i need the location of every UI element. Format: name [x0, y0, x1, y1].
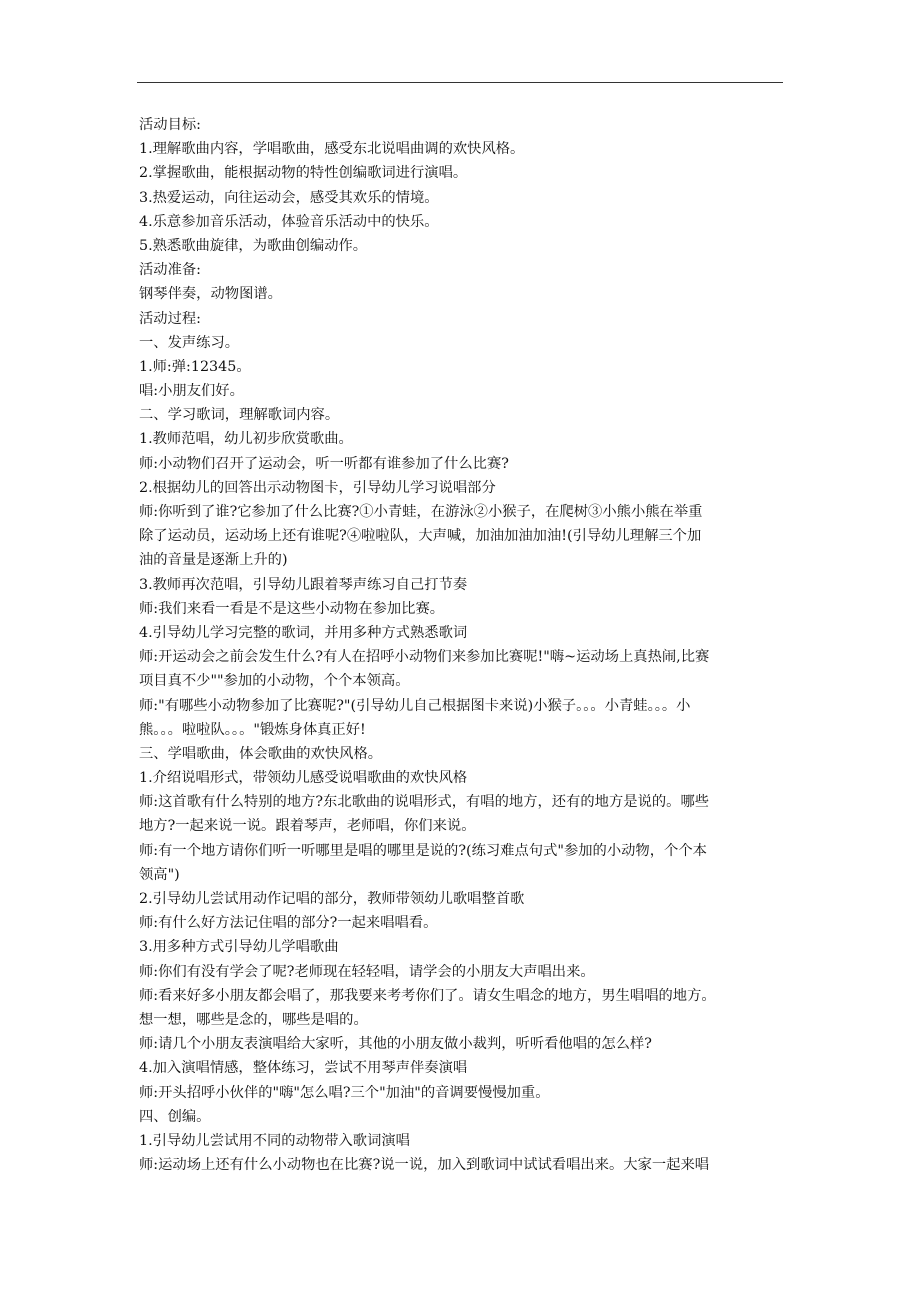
- header-rule: [137, 82, 783, 83]
- text-line: 师:我们来看一看是不是这些小动物在参加比赛。: [139, 600, 445, 617]
- text-line: 4.引导幼儿学习完整的歌词，并用多种方式熟悉歌词: [139, 624, 468, 641]
- text-line: 2.引导幼儿尝试用动作记唱的部分，教师带领幼儿歌唱整首歌: [139, 891, 525, 907]
- text-line: 活动过程:: [139, 310, 202, 327]
- text-line: 师:有一个地方请你们听一听哪里是唱的哪里是说的?(练习难点句式"参加的小动物，个个本: [139, 842, 707, 859]
- text-line: 三、学唱歌曲，体会歌曲的欢快风格。: [139, 745, 383, 762]
- text-line: 师:开头招呼小伙伴的"嗨"怎么唱?三个"加油"的音调要慢慢加重。: [139, 1084, 550, 1101]
- text-line: 4.乐意参加音乐活动，体验音乐活动中的快乐。: [139, 213, 439, 230]
- text-line: 唱:小朋友们好。: [139, 383, 244, 400]
- text-line: 1.理解歌曲内容，学唱歌曲，感受东北说唱曲调的欢快风格。: [139, 141, 525, 158]
- text-line: 师:你们有没有学会了呢?老师现在轻轻唱，请学会的小朋友大声唱出来。: [139, 963, 595, 980]
- text-line: 3.用多种方式引导幼儿学唱歌曲: [139, 939, 339, 956]
- text-line: 3.热爱运动，向往运动会，感受其欢乐的情境。: [139, 189, 439, 206]
- text-line: 一、发声练习。: [139, 334, 240, 351]
- text-line: 油的音量是逐渐上升的): [139, 552, 288, 569]
- text-line: 四、创编。: [139, 1108, 211, 1125]
- text-line: 项目真不少""参加的小动物，个个本领高。: [139, 673, 410, 690]
- text-line: 师:运动场上还有什么小动物也在比赛?说一说，加入到歌词中试试看唱出来。大家一起来唱: [139, 1157, 710, 1174]
- lesson-plan-text: [139, 113, 785, 1177]
- text-line: 1.介绍说唱形式，带领幼儿感受说唱歌曲的欢快风格: [139, 770, 468, 787]
- text-line: 除了运动员，运动场上还有谁呢?④啦啦队，大声喊，加油加油加油!(引导幼儿理解三个加: [139, 528, 702, 545]
- text-line: 师:小动物们召开了运动会，听一听都有谁参加了什么比赛?: [139, 455, 509, 472]
- text-line: 师:你听到了谁?它参加了什么比赛?①小青蛙，在游泳②小猴子，在爬树③小熊小熊在举重: [139, 504, 703, 520]
- text-line: 师:看来好多小朋友都会唱了，那我要来考考你们了。请女生唱念的地方，男生唱唱的地方。: [139, 987, 716, 1004]
- text-line: 二、学习歌词，理解歌词内容。: [139, 407, 340, 424]
- text-line: 师:"有哪些小动物参加了比赛呢?"(引导幼儿自己根据图卡来说)小猴子。。。小青蛙。。。小: [139, 697, 691, 714]
- text-line: 想一想，哪些是念的，哪些是唱的。: [139, 1011, 368, 1028]
- text-line: 4.加入演唱情感，整体练习，尝试不用琴声伴奏演唱: [139, 1060, 468, 1077]
- text-line: 师:请几个小朋友表演唱给大家听，其他的小朋友做小裁判，听听看他唱的怎么样?: [139, 1036, 652, 1053]
- text-line: 领高"): [139, 866, 180, 883]
- text-line: 活动准备:: [139, 262, 202, 279]
- text-line: 地方?一起来说一说。跟着琴声，老师唱，你们来说。: [139, 818, 476, 835]
- text-line: 师:这首歌有什么特别的地方?东北歌曲的说唱形式，有唱的地方，还有的地方是说的。哪些: [139, 794, 710, 811]
- text-line: 熊。。。啦啦队。。。"锻炼身体真正好!: [139, 721, 366, 738]
- text-line: 1.引导幼儿尝试用不同的动物带入歌词演唱: [139, 1132, 410, 1149]
- text-line: 师:有什么好方法记住唱的部分?一起来唱唱看。: [139, 915, 438, 932]
- text-line: 2.根据幼儿的回答出示动物图卡，引导幼儿学习说唱部分: [139, 479, 496, 496]
- text-line: 2.掌握歌曲，能根据动物的特性创编歌词进行演唱。: [139, 165, 468, 182]
- text-line: 1.教师范唱，幼儿初步欣赏歌曲。: [139, 431, 353, 448]
- text-line: 3.教师再次范唱，引导幼儿跟着琴声练习自己打节奏: [139, 576, 468, 593]
- text-line: 5.熟悉歌曲旋律，为歌曲创编动作。: [139, 237, 368, 254]
- text-line: 师:开运动会之前会发生什么?有人在招呼小动物们来参加比赛呢!"嗨~运动场上真热闹,比赛: [139, 649, 710, 666]
- text-line: 钢琴伴奏，动物图谱。: [139, 286, 282, 303]
- text-line: 1.师:弹:12345。: [139, 358, 251, 375]
- text-line: 活动目标:: [139, 117, 202, 133]
